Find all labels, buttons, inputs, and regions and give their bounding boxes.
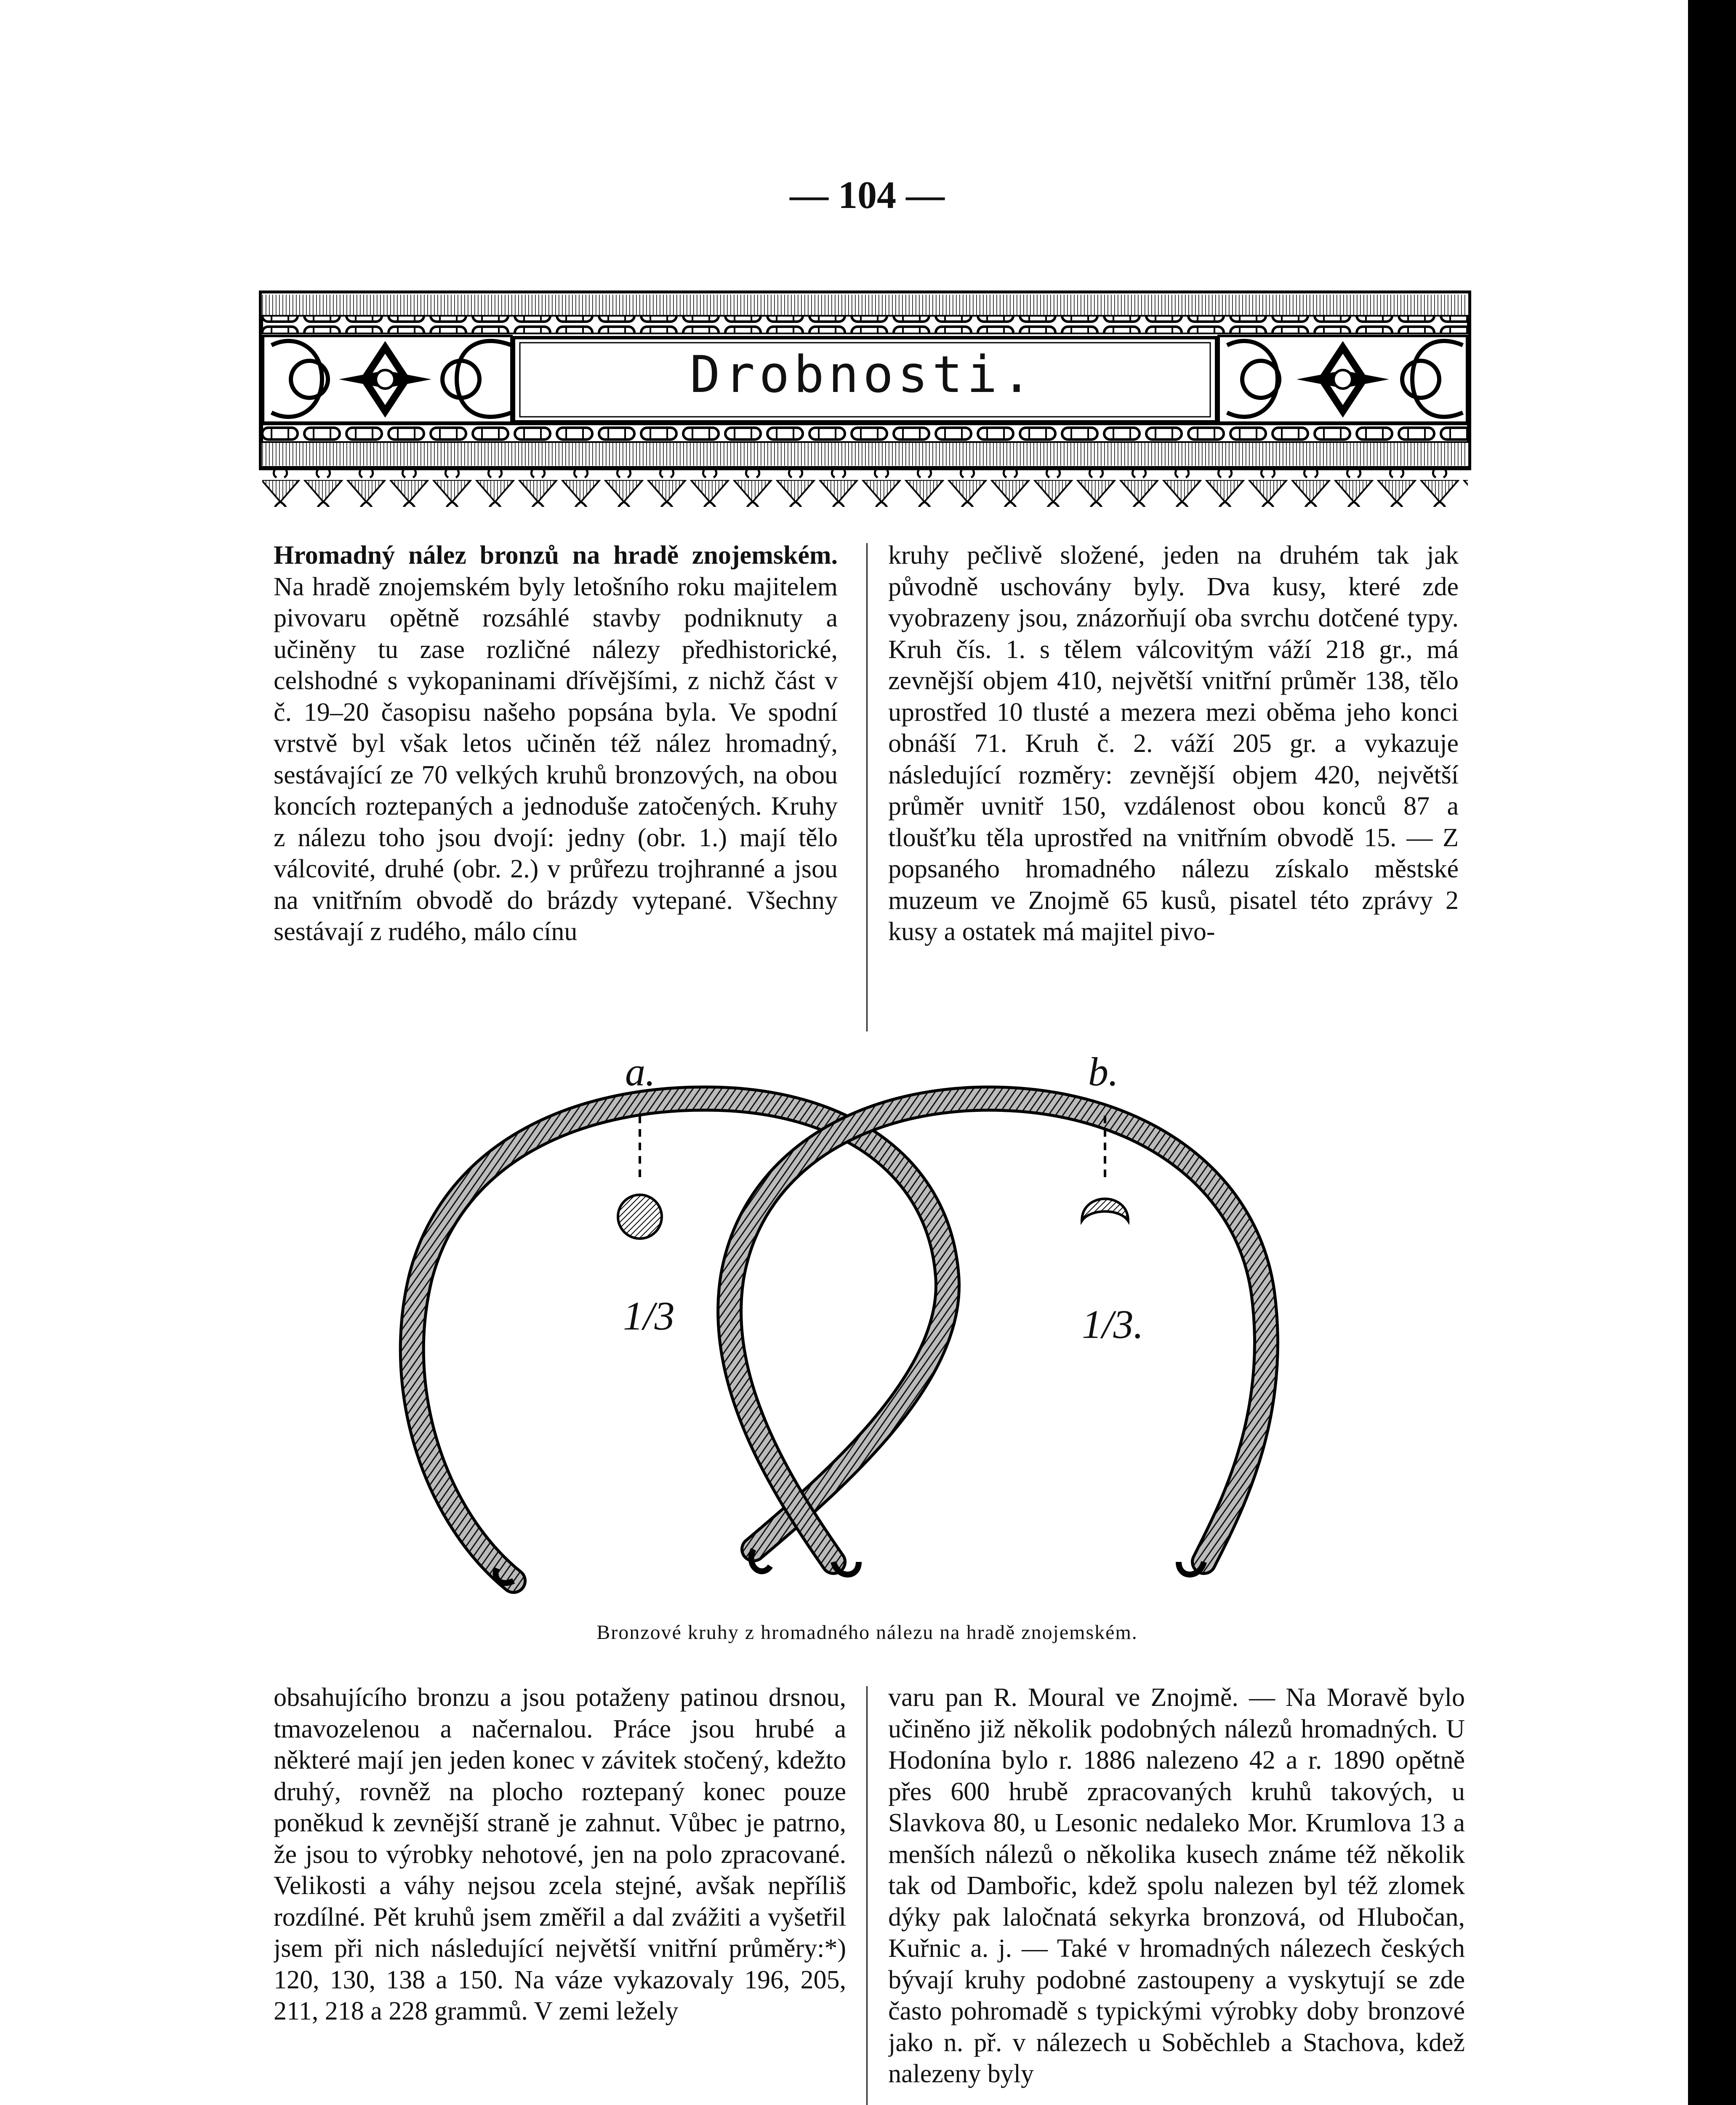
- figure-scale-a: 1/3: [623, 1293, 675, 1338]
- scan-edge-border: [1688, 0, 1736, 2105]
- right-ornament-icon: [1219, 336, 1467, 423]
- section-title: Drobnosti.: [690, 345, 1036, 404]
- figure-label-a: a.: [625, 1049, 655, 1094]
- left-ornament-icon: [263, 336, 511, 423]
- article-column-2-bottom: varu pan R. Moural ve Znojmě. — Na Moravě bylo učiněno již několik podobných nálezů hromadných. U Hodonína bylo r. 1886 nalezeno 42 a r. 1890 opětně přes 600 hrubě zpracovaných kruhů takových, u Slavkova 80, u Lesonic nedaleko Mor. Krumlova 13 a menších nálezů o několika kusech známe též několik tak od Dambořic, kdež spolu nalezen byl též zlomek dýky pak laločnatá sekyrka bronzová, od Hlubočan, Kuřnic a. j. — Také v hromadných nálezech českých bývají kruhy podobné zastoupeny a vyskytují se zde často pohromadě s typickými výrobky doby bronzové jako n. př. v nálezech u Soběchleb a Stachova, kdež nalezeny byly: [888, 1683, 1465, 2088]
- article-text-col1-top: Na hradě znojemském byly letošního roku majitelem pivovaru opětně rozsáhlé stavby podniknuty a učiněny tu zase rozličné nálezy předhistorické, celshodné s vykopaninami dřívějšími, z nichž část v č. 19–20 časopisu našeho popsána byla. Ve spodní vrstvě byl však letos učiněn též nález hromadný, sestávající ze 70 velkých kruhů bronzových, na obou koncích roztepaných a jednoduše zatočených. Kruhy z nálezu toho jsou dvojí: jedny (obr. 1.) mají tělo válcovité, druhé (obr. 2.) v průřezu trojhranné a jsou na vnitřním obvodě do brázdy vytepané. Všechny sestávají z rudého, málo cínu: [274, 572, 838, 946]
- article-column-1-bottom: obsahujícího bronzu a jsou potaženy patinou drsnou, tmavozelenou a načernalou. Práce jsou hrubé a některé mají jen jeden konec v závitek stočený, kdežto druhý, rovněž na plocho roztepaný konec pouze poněkud k zevnější straně je zahnut. Vůbec je patrno, že jsou to výrobky nehotové, jen na polo zpracované. Velikosti a váhy nejsou zcela stejné, avšak nepříliš rozdílné. Pět kruhů jsem změřil a dal zvážiti a vyšetřil jsem při nich následující největší vnitřní průměry:*) 120, 130, 138 a 150. Na váze vykazovaly 196, 205, 211, 218 a 228 grammů. V zemi ležely: [274, 1683, 846, 2025]
- ring-a: [412, 1098, 948, 1583]
- section-a-circle: [618, 1195, 662, 1239]
- page-number: — 104 —: [790, 173, 945, 216]
- column-divider-bottom: [866, 1686, 868, 2105]
- bronze-rings-figure: [362, 1049, 1389, 1612]
- section-b-crescent: [1082, 1199, 1128, 1221]
- article-heading: Hromadný nález bronzů na hradě znojemském.: [274, 541, 838, 570]
- article-column-2-top: kruhy pečlivě složené, jeden na druhém tak jak původně uschovány byly. Dva kusy, které zde vyobrazeny jsou, znázorňují oba svrchu dotčené typy. Kruh čís. 1. s tělem válcovitým váží 218 gr., má zevnější objem 410, největší vnitřní průměr 138, tělo uprostřed 10 tlusté a mezera mezi oběma jeho konci obnáší 71. Kruh č. 2. váží 205 gr. a vykazuje následující rozměry: zevnější objem 420, největší průměr uvnitř 150, vzdálenost obou konců 87 a tloušťku těla uprostřed na vnitřním obvodě 15. — Z popsaného hromadného nálezu získalo městské muzeum ve Znojmě 65 kusů, pisatel této zprávy 2 kusy a ostatek má majitel pivo-: [888, 541, 1459, 946]
- article-column-1-top: [274, 540, 838, 1062]
- ring-b: [730, 1099, 1266, 1575]
- figure-scale-b: 1/3.: [1082, 1302, 1144, 1347]
- column-divider-top: [866, 543, 868, 1031]
- figure-caption: Bronzové kruhy z hromadného nálezu na hradě znojemském.: [596, 1621, 1138, 1644]
- bronze-rings-illustration: [362, 1057, 1389, 1612]
- figure-label-b: b.: [1088, 1049, 1118, 1094]
